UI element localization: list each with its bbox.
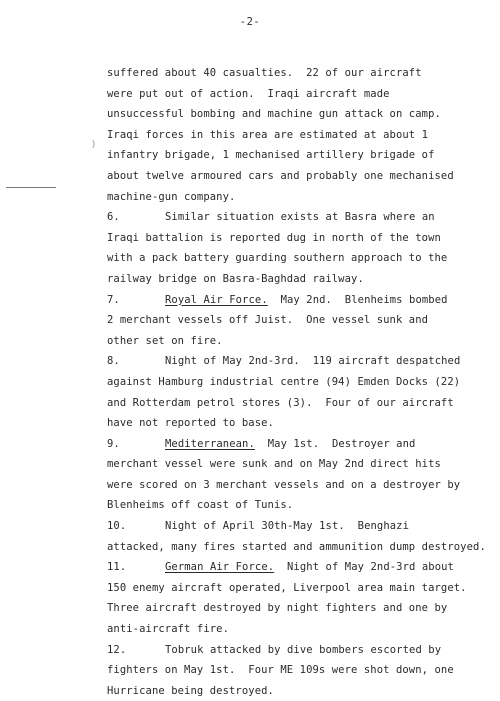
paragraph-6-first-line [107, 207, 467, 228]
paragraph-text: May 1st. Destroyer and [254, 437, 416, 450]
text-line: Iraqi forces in this area are estimated at about 1 [107, 128, 429, 141]
page-number: -2- [239, 16, 261, 28]
text-line: 2 merchant vessels off Juist. One vessel sunk and [107, 314, 429, 327]
text-line: anti-aircraft fire. [107, 623, 230, 636]
text-line: have not reported to base. [107, 417, 274, 430]
text-line: railway bridge on Basra-Baghdad railway. [107, 272, 364, 285]
paragraph-number: 8. [107, 355, 120, 368]
paragraph-7-first-line [107, 290, 467, 311]
text-line: Hurricane being destroyed. [107, 684, 274, 697]
text-line: were put out of action. Iraqi aircraft made [107, 87, 390, 100]
paragraph-text: May 2nd. Blenheims bombed [267, 293, 448, 306]
paragraph-number: 7. [107, 293, 120, 306]
paragraph-text: Tobruk attacked by dive bombers escorted by [165, 643, 442, 656]
text-line: attacked, many fires started and ammunition dump destroyed. [107, 540, 486, 553]
section-heading: German Air Force. [165, 561, 275, 574]
paragraph-number: 12. [107, 643, 127, 656]
section-heading: Royal Air Force. [165, 293, 268, 306]
paragraph-text: Night of April 30th-May 1st. Benghazi [165, 520, 410, 533]
text-line: fighters on May 1st. Four ME 109s were shot down, one [107, 664, 454, 677]
text-line: and Rotterdam petrol stores (3). Four of our aircraft [107, 396, 454, 409]
paragraph-11-first-line [107, 557, 467, 578]
paragraph-text: Similar situation exists at Basra where an [165, 211, 435, 224]
text-line: merchant vessel were sunk and on May 2nd direct hits [107, 458, 441, 471]
text-line: Three aircraft destroyed by night fighters and one by [107, 602, 448, 615]
section-heading: Mediterranean. [165, 437, 255, 450]
paragraph-10-first-line [107, 516, 467, 537]
paragraph-text: Night of May 2nd-3rd. 119 aircraft despatched [165, 355, 461, 368]
paragraph-text: Night of May 2nd-3rd about [274, 561, 454, 574]
paragraph-number: 11. [107, 561, 127, 574]
text-line: with a pack battery guarding southern approach to the [107, 252, 448, 265]
document-body [107, 63, 486, 701]
text-line: machine-gun company. [107, 190, 236, 203]
text-line: about twelve armoured cars and probably one mechanised [107, 169, 454, 182]
text-line: suffered about 40 casualties. 22 of our aircraft [107, 67, 422, 79]
text-line: unsuccessful bombing and machine gun attack on camp. [107, 108, 441, 121]
paragraph-8-first-line [107, 351, 467, 372]
text-line: other set on fire. [107, 334, 223, 347]
text-line: infantry brigade, 1 mechanised artillery brigade of [107, 149, 435, 162]
text-line: Blenheims off coast of Tunis. [107, 499, 294, 512]
paragraph-number: 10. [107, 520, 127, 533]
margin-line [6, 187, 56, 188]
paragraph-12-first-line [107, 640, 467, 661]
text-line: Iraqi battalion is reported dug in north of the town [107, 231, 441, 244]
paragraph-number: 6. [107, 211, 120, 224]
text-line: against Hamburg industrial centre (94) Emden Docks (22) [107, 375, 461, 388]
margin-mark: ) [91, 140, 97, 150]
paragraph-9-first-line [107, 434, 467, 455]
text-line: were scored on 3 merchant vessels and on a destroyer by [107, 478, 461, 491]
paragraph-number: 9. [107, 437, 120, 450]
text-line: 150 enemy aircraft operated, Liverpool area main target. [107, 581, 467, 594]
